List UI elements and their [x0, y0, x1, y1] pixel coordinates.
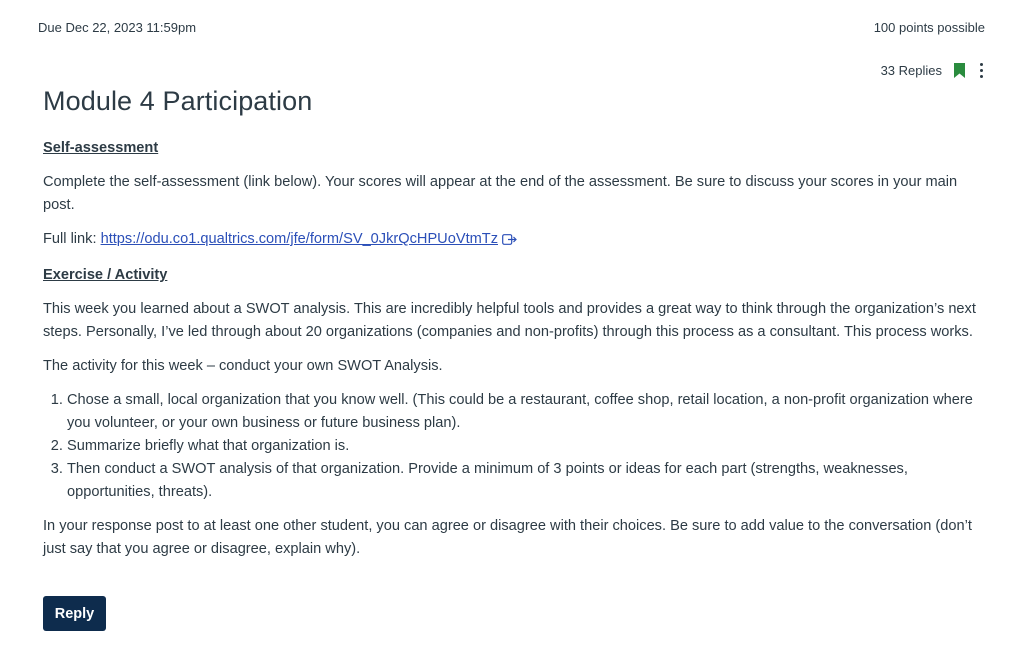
qualtrics-link[interactable]: https://odu.co1.qualtrics.com/jfe/form/SV_0JkrQcHPUoVtmTz [100, 231, 498, 247]
page-title: Module 4 Participation [43, 86, 313, 116]
exercise-heading: Exercise / Activity [43, 267, 168, 283]
reply-button[interactable]: Reply [43, 596, 106, 631]
activity-intro: The activity for this week – conduct your own SWOT Analysis. [43, 358, 443, 374]
exercise-text: This week you learned about a SWOT analysis. This are incredibly helpful tools and provides a great way to think through the organization’s next steps. Personally, I’ve led through about 20 organizations (companies and non-profits) through this process as a consultant. This process works. [43, 301, 976, 340]
full-link-paragraph [43, 228, 988, 253]
replies-count: 33 Replies [880, 63, 942, 78]
discussion-body [43, 137, 988, 572]
points-possible: 100 points possible [873, 20, 985, 35]
due-date: Due Dec 22, 2023 11:59pm [38, 20, 197, 35]
full-link-label: Full link: [43, 231, 101, 247]
discussion-meta [881, 61, 986, 80]
kebab-menu-icon[interactable] [977, 61, 986, 80]
external-link-icon[interactable] [502, 230, 517, 253]
list-item: 2. Summarize briefly what that organization is. [67, 435, 988, 458]
bookmark-icon[interactable] [954, 63, 965, 78]
activity-steps [43, 389, 988, 504]
self-assessment-heading: Self-assessment [43, 140, 159, 156]
response-instructions: In your response post to at least one other student, you can agree or disagree with their choices. Be sure to add value to the conversation (don’t just say that you agree or disagree, explain why). [43, 518, 972, 557]
list-item: 3. Then conduct a SWOT analysis of that organization. Provide a minimum of 3 points or ideas for each part (strengths, weaknesses, opportunities, threats). [67, 458, 988, 504]
list-item: 1. Chose a small, local organization that you know well. (This could be a restaurant, coffee shop, retail location, a non-profit organization where you volunteer, or your own business or future business plan). [67, 389, 988, 435]
self-assessment-text: Complete the self-assessment (link below). Your scores will appear at the end of the assessment. Be sure to discuss your scores in your main post. [43, 174, 958, 213]
